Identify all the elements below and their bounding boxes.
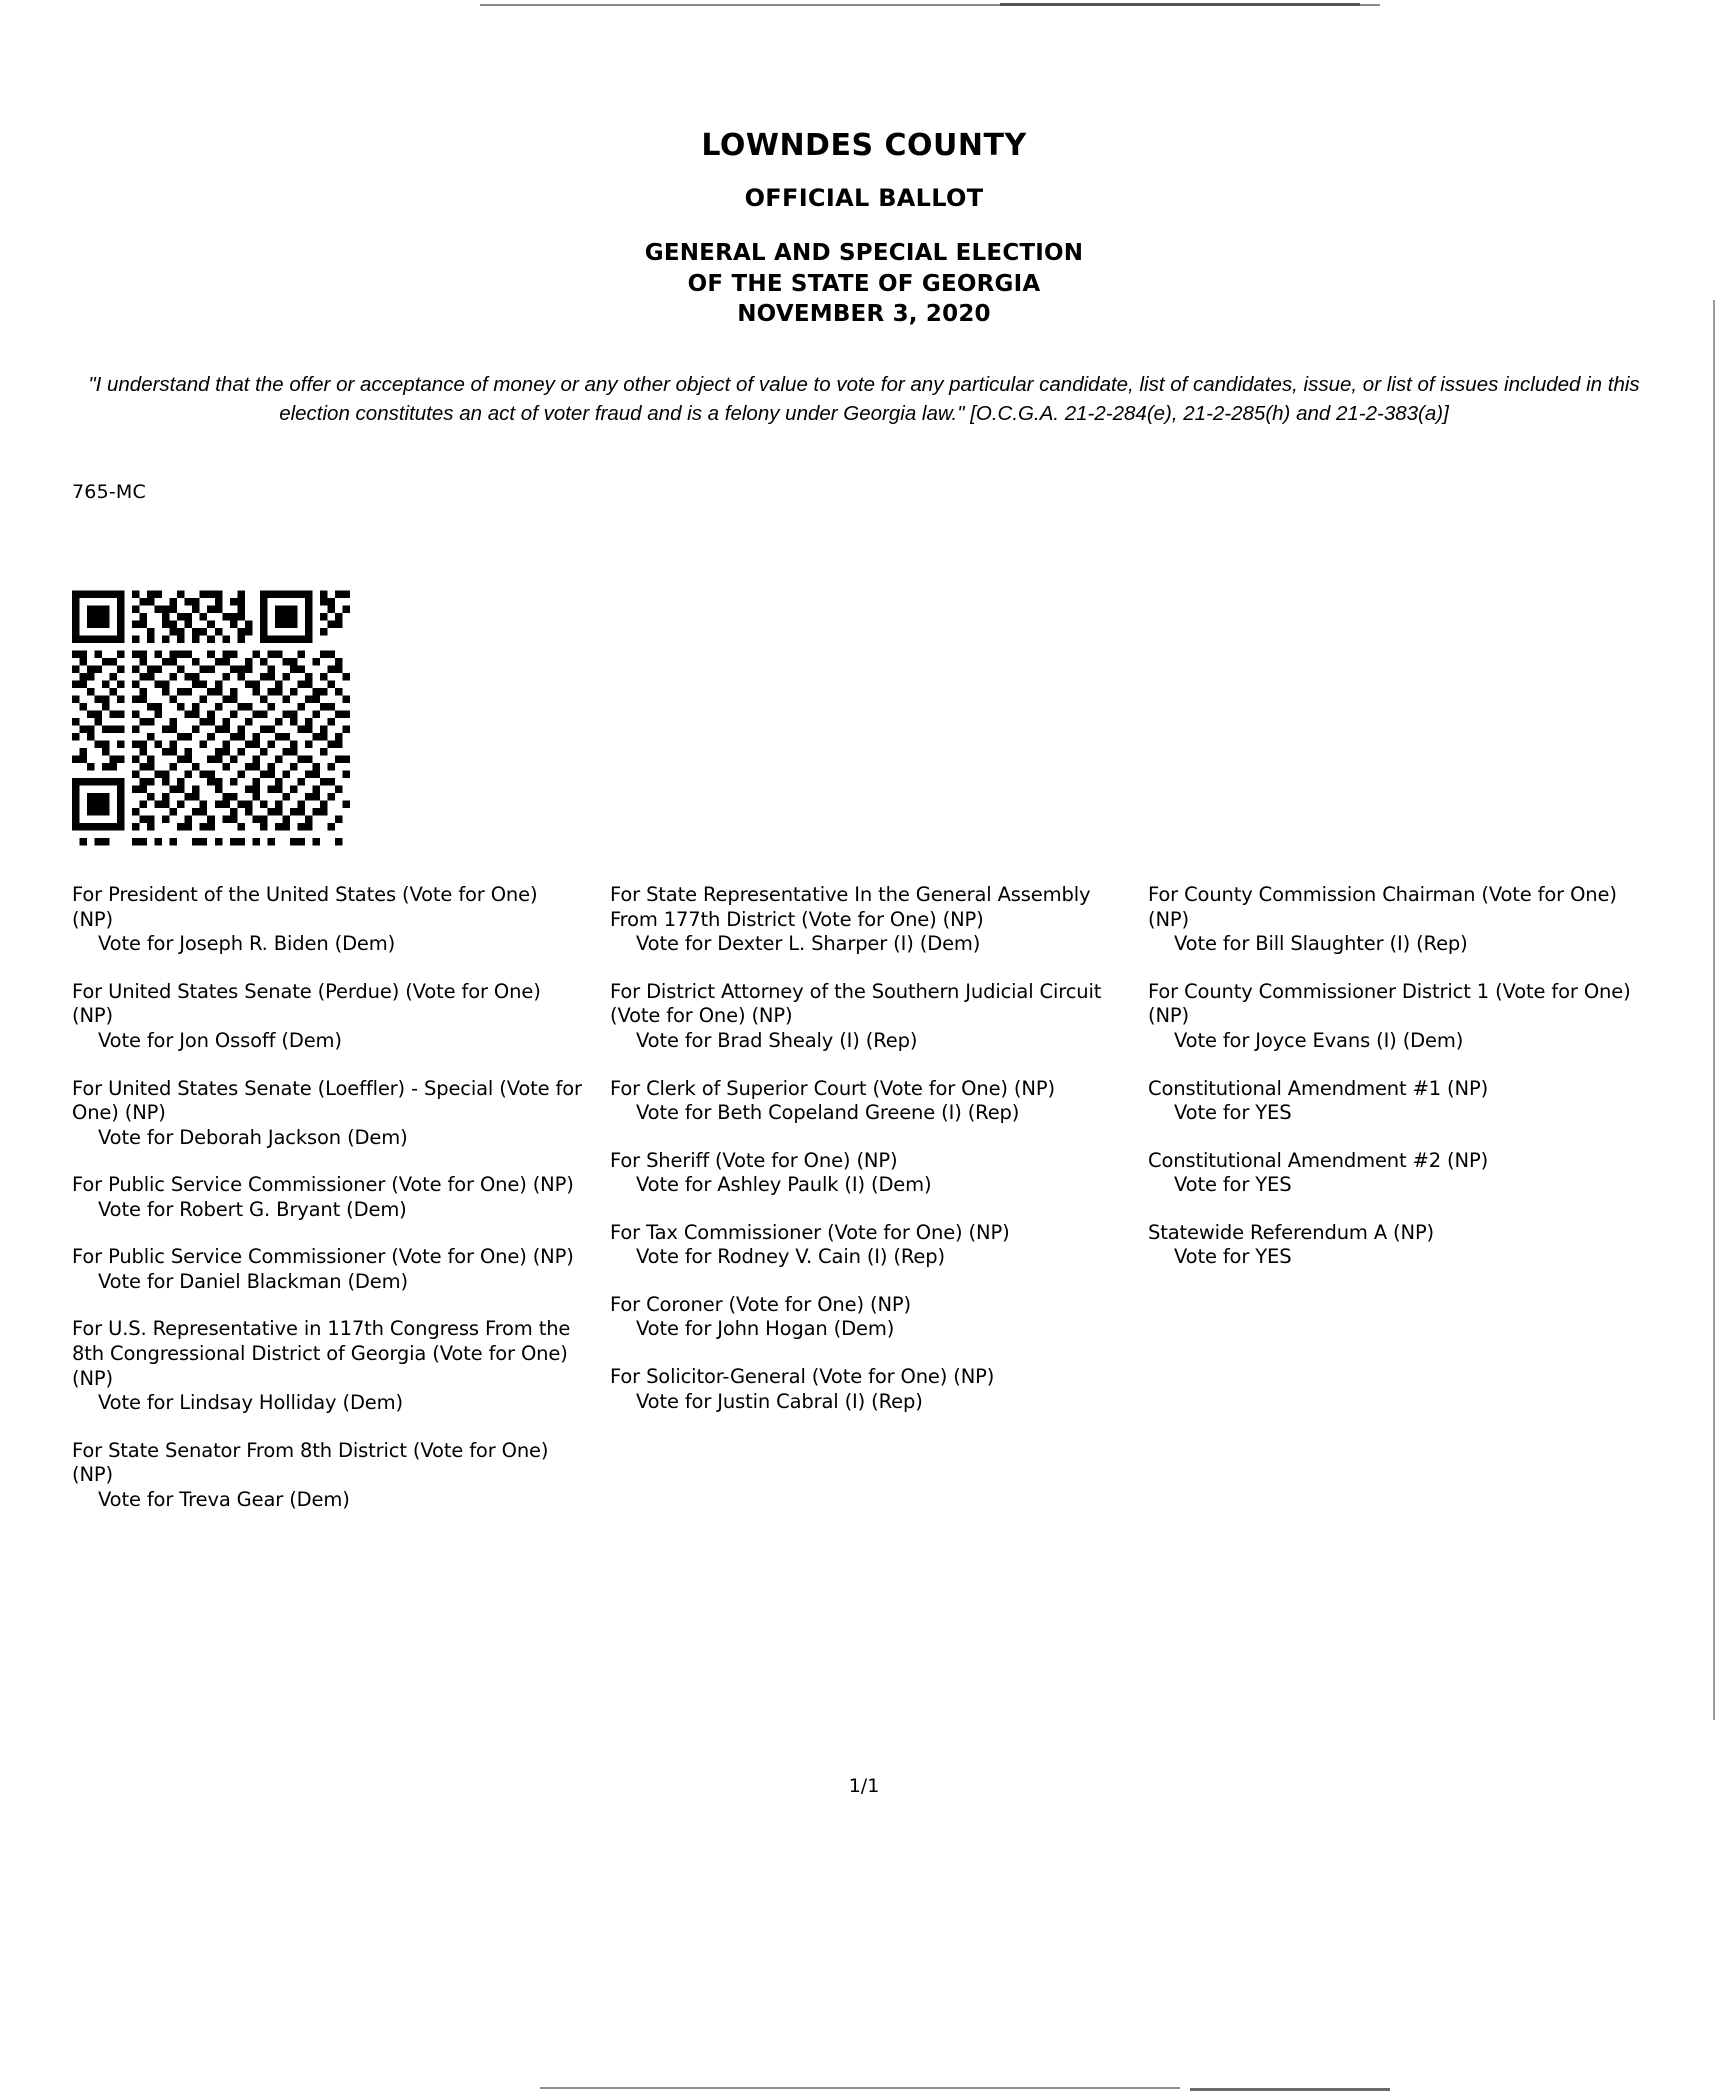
contest-block [72,1077,582,1151]
contest-block [610,883,1120,957]
contest-block [610,1221,1120,1270]
contest-block [1148,883,1658,957]
contest-block [610,1365,1120,1414]
voter-oath-text: "I understand that the offer or acceptance of money or any other object of value to vote for any particular candidate, list of candidates, issue, or list of issues included in this election constitutes an act of voter fraud and is a felony under Georgia law." [O.C.G.A. 21-2-284(e), 21-2-285(h) and 21-2-383(a)] [88,372,1640,426]
contest-choice: Vote for Deborah Jackson (Dem) [98,1125,408,1149]
election-title [0,238,1728,330]
ballot-header [0,128,1728,330]
contest-title: For Solicitor-General (Vote for One) (NP) [610,1365,995,1389]
contest-title: Constitutional Amendment #1 (NP) [1148,1076,1489,1100]
contest-choice: Vote for Justin Cabral (I) (Rep) [636,1389,923,1413]
contest-block [72,1173,582,1222]
contest-title: For Clerk of Superior Court (Vote for One) (NP) [610,1076,1055,1100]
contest-block [72,1439,582,1513]
qr-code-icon [72,589,350,847]
contest-block [72,883,582,957]
contest-block [610,1293,1120,1342]
contest-choice: Vote for YES [1174,1245,1292,1269]
contest-choice: Vote for Ashley Paulk (I) (Dem) [636,1173,932,1197]
official-ballot-title: OFFICIAL BALLOT [744,184,984,212]
page-number: 1/1 [848,1775,880,1797]
contest-title: For United States Senate (Perdue) (Vote for One) (NP) [72,979,541,1028]
contest-choice: Vote for Daniel Blackman (Dem) [98,1269,408,1293]
contest-block [72,1245,582,1294]
contest-title: For District Attorney of the Southern Judicial Circuit (Vote for One) (NP) [610,979,1102,1028]
contest-choice: Vote for Robert G. Bryant (Dem) [98,1197,407,1221]
ballot-style-id: 765-MC [72,481,146,504]
contest-title: For Sheriff (Vote for One) (NP) [610,1148,898,1172]
contest-title: For State Representative In the General Assembly From 177th District (Vote for One) (NP) [610,883,1091,931]
contest-title: For United States Senate (Loeffler) - Special (Vote for One) (NP) [72,1076,582,1125]
election-title-line1: GENERAL AND SPECIAL ELECTION [644,240,1084,266]
election-title-line2: OF THE STATE OF GEORGIA [687,270,1041,297]
ballot-column-2 [610,883,1120,1535]
contest-choice: Vote for Joseph R. Biden (Dem) [98,932,396,956]
contest-title: For Tax Commissioner (Vote for One) (NP) [610,1220,1010,1244]
contest-block [1148,980,1658,1054]
contest-choice: Vote for Jon Ossoff (Dem) [98,1028,342,1052]
contest-title: For Public Service Commissioner (Vote for One) (NP) [72,1173,574,1197]
contest-choice: Vote for Dexter L. Sharper (I) (Dem) [636,932,981,956]
contest-choice: Vote for Lindsay Holliday (Dem) [98,1391,403,1415]
contest-title: Statewide Referendum A (NP) [1148,1220,1435,1244]
contest-title: Constitutional Amendment #2 (NP) [1148,1148,1489,1172]
contest-choice: Vote for YES [1174,1101,1292,1125]
contest-block [610,980,1120,1054]
contest-block [610,1149,1120,1198]
county-title: LOWNDES COUNTY [701,128,1027,163]
contest-title: For County Commissioner District 1 (Vote for One) (NP) [1148,979,1631,1028]
contest-title: For U.S. Representative in 117th Congress From the 8th Congressional District of Georgia (Vote for One) (NP) [72,1317,571,1390]
contest-block [610,1077,1120,1126]
contest-title: For President of the United States (Vote for One) (NP) [72,883,538,931]
ballot-column-3 [1148,883,1658,1535]
contest-columns [72,883,1658,1535]
contest-block [72,1317,582,1415]
contest-title: For Coroner (Vote for One) (NP) [610,1292,911,1316]
contest-choice: Vote for Rodney V. Cain (I) (Rep) [636,1245,945,1269]
contest-choice: Vote for Brad Shealy (I) (Rep) [636,1028,918,1052]
contest-block [1148,1149,1658,1198]
contest-choice: Vote for Treva Gear (Dem) [98,1487,350,1511]
contest-choice: Vote for YES [1174,1173,1292,1197]
contest-block [1148,1221,1658,1270]
contest-title: For State Senator From 8th District (Vote for One) (NP) [72,1438,549,1487]
ballot-column-1 [72,883,582,1535]
contest-title: For Public Service Commissioner (Vote for One) (NP) [72,1245,574,1269]
contest-title: For County Commission Chairman (Vote for One) (NP) [1148,883,1617,931]
contest-choice: Vote for John Hogan (Dem) [636,1317,895,1341]
contest-choice: Vote for Bill Slaughter (I) (Rep) [1174,932,1468,956]
contest-choice: Vote for Joyce Evans (I) (Dem) [1174,1028,1464,1052]
contest-choice: Vote for Beth Copeland Greene (I) (Rep) [636,1101,1020,1125]
contest-block [1148,1077,1658,1126]
election-date: NOVEMBER 3, 2020 [737,301,991,328]
contest-block [72,980,582,1054]
